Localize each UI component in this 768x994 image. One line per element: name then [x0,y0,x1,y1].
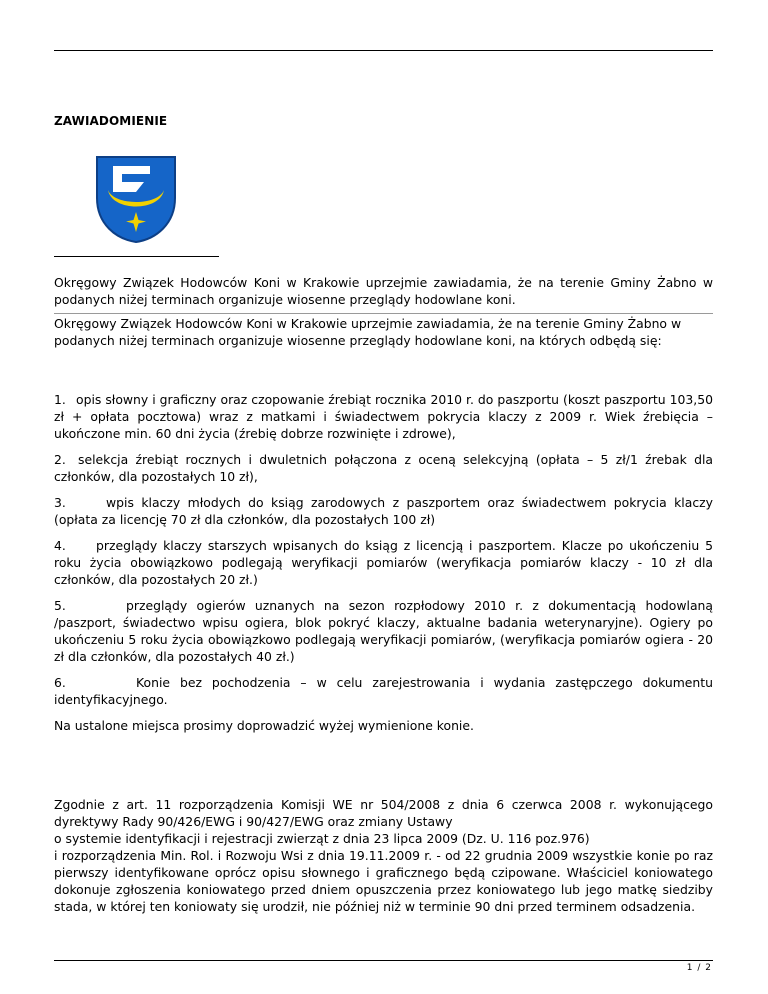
list-item [54,391,713,442]
list-item-text: wpis klaczy młodych do ksiąg zarodowych z paszportem oraz świadectwem pokrycia klaczy (opłata za licencję 70 zł dla członków, dla pozostałych 100 zł) [54,495,713,527]
legal-paragraph [54,796,713,915]
intro-separator [54,313,713,314]
list-item-number: 6. [54,675,66,690]
coat-of-arms-icon [94,154,178,244]
footer-rule [54,960,713,961]
legal-line-2: o systemie identyfikacji i rejestracji zwierząt z dnia 23 lipca 2009 (Dz. U. 116 poz.976) [54,831,590,846]
list-item [54,597,713,665]
list-item [54,537,713,588]
list-item-text: selekcja źrebiąt rocznych i dwuletnich połączona z oceną selekcyjną (opłata – 5 zł/1 źrebak dla członków, dla pozostałych 10 zł), [54,452,713,484]
document-title: ZAWIADOMIENIE [54,114,168,128]
legal-line-1: Zgodnie z art. 11 rozporządzenia Komisji WE nr 504/2008 z dnia 6 czerwca 2008 r. wykonującego dyrektywy Rady 90/426/EWG i 90/427/EWG oraz zmiany Ustawy [54,797,713,829]
crest-rule [54,256,219,257]
list-item-text: przeglądy klaczy starszych wpisanych do ksiąg z licencją i paszportem. Klacze po ukończeniu 5 roku życia obowiązkowo podlegają weryfikacji pomiarów (weryfikacja pomiarów klaczy - 10 zł dla członków, dla pozostałych 20 zł.) [54,538,713,587]
closing-paragraph: Na ustalone miejsca prosimy doprowadzić wyżej wymienione konie. [54,718,474,733]
header-rule [54,50,713,51]
list-item-number: 3. [54,495,66,510]
list-item [54,494,713,528]
list-item-text: Konie bez pochodzenia – w celu zarejestrowania i wydania zastępczego dokumentu identyfikacyjnego. [54,675,713,707]
list-item-number: 4. [54,538,66,553]
list-item-text: opis słowny i graficzny oraz czopowanie źrebiąt rocznika 2010 r. do paszportu (koszt paszportu 103,50 zł + opłata pocztowa) wraz z matkami i świadectwem pokrycia klaczy z 2009 r. Wiek źrebięcia – ukończone min. 60 dni życia (źrebię dobrze rozwinięte i zdrowe), [54,392,713,441]
list-item-number: 5. [54,598,66,613]
list-item [54,451,713,485]
legal-line-3: i rozporządzenia Min. Rol. i Rozwoju Wsi z dnia 19.11.2009 r. - od 22 grudnia 2009 wszystkie konie po raz pierwszy identyfikowane oprócz opisu słownego i graficznego będą czipowane. Właściciel koniowatego dokonuje zgłoszenia koniowatego przed dniem opuszczenia przez koniowatego lub jego matkę siedziby stada, w której ten koniowaty się urodził, nie później niż w terminie 90 dni przed terminem odsadzenia. [54,848,713,914]
intro-short-paragraph: Okręgowy Związek Hodowców Koni w Krakowie uprzejmie zawiadamia, że na terenie Gminy Żabno w podanych niżej terminach organizuje wiosenne przeglądy hodowlane koni. [54,275,713,307]
list-item-number: 1. [54,392,66,407]
list-item-number: 2. [54,452,66,467]
page-number: 1 / 2 [686,963,712,973]
list-item [54,674,713,708]
list-item-text: przeglądy ogierów uznanych na sezon rozpłodowy 2010 r. z dokumentacją hodowlaną /paszport, świadectwo wpisu ogiera, blok pokryć klaczy, aktualne badania weterynaryjne). Ogiery po ukończeniu 5 roku życia obowiązkowo podlegają weryfikacji pomiarów, (weryfikacja pomiarów ogiera - 20 zł dla członków, dla pozostałych 40 zł.) [54,598,713,664]
intro-long-paragraph: Okręgowy Związek Hodowców Koni w Krakowie uprzejmie zawiadamia, że na terenie Gminy Żabno w podanych niżej terminach organizuje wiosenne przeglądy hodowlane koni, na których odbędą się: [54,316,682,348]
